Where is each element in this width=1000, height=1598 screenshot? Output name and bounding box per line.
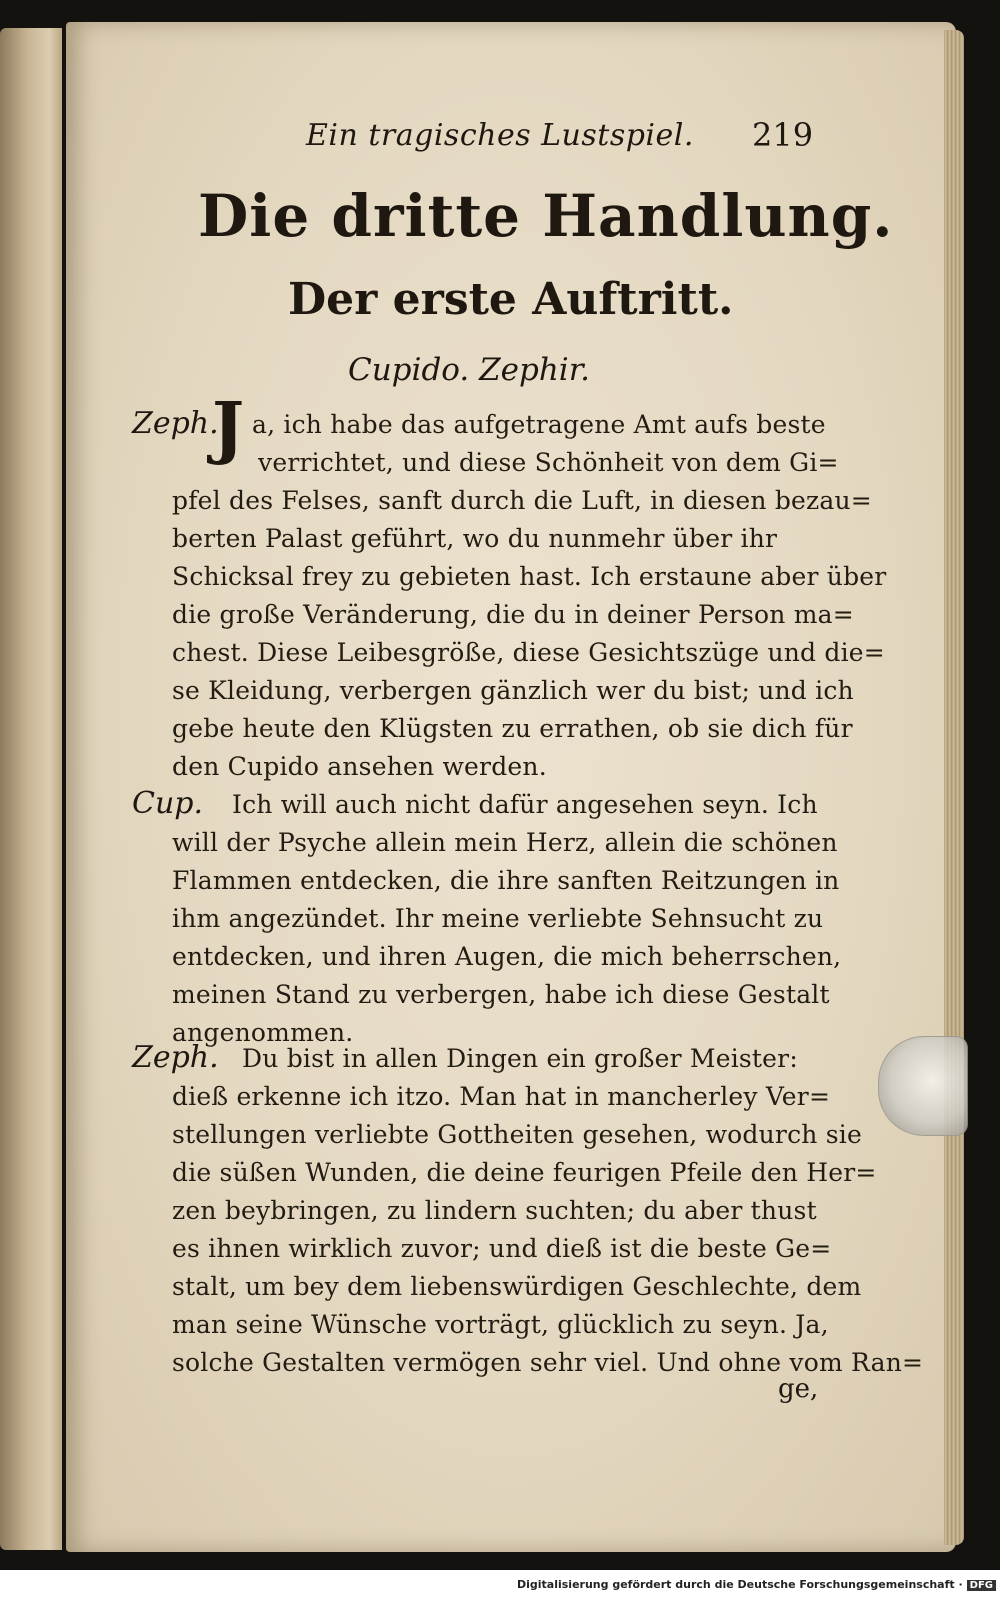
text-line: Du bist in allen Dingen ein großer Meister: — [242, 1044, 798, 1073]
left-page-edge — [0, 28, 62, 1550]
text-line: Ich will auch nicht dafür angesehen seyn. Ich — [232, 790, 818, 819]
dfg-logo: DFG — [967, 1580, 996, 1591]
speaker-label: Zeph. — [132, 1040, 219, 1075]
catchword: ge, — [778, 1374, 819, 1404]
text-line: Flammen entdecken, die ihre sanften Reitzungen in — [172, 866, 840, 895]
drop-cap: J — [212, 388, 245, 468]
text-line: verrichtet, und diese Schönheit von dem Gi= — [258, 448, 839, 477]
text-line: die große Veränderung, die du in deiner Person ma= — [172, 600, 854, 629]
text-line: entdecken, und ihren Augen, die mich beherrschen, — [172, 942, 842, 971]
page-stack-edge — [944, 30, 964, 1545]
text-line: meinen Stand zu verbergen, habe ich diese Gestalt — [172, 980, 830, 1009]
page-clip — [878, 1036, 968, 1136]
text-line: se Kleidung, verbergen gänzlich wer du bist; und ich — [172, 676, 854, 705]
book-page — [66, 22, 956, 1552]
text-line: stellungen verliebte Gottheiten gesehen, wodurch sie — [172, 1120, 862, 1149]
text-line: ihm angezündet. Ihr meine verliebte Sehnsucht zu — [172, 904, 824, 933]
act-title: Die dritte Handlung. — [198, 182, 894, 250]
text-line: chest. Diese Leibesgröße, diese Gesichtszüge und die= — [172, 638, 885, 667]
character-list: Cupido. Zephir. — [348, 352, 590, 388]
text-line: pfel des Felses, sanft durch die Luft, in diesen bezau= — [172, 486, 872, 515]
credit-text: Digitalisierung gefördert durch die Deutsche Forschungsgemeinschaft · — [516, 1578, 963, 1591]
text-line: stalt, um bey dem liebenswürdigen Geschlechte, dem — [172, 1272, 862, 1301]
text-line: es ihnen wirklich zuvor; und dieß ist die beste Ge= — [172, 1234, 832, 1263]
speaker-label: Zeph. — [132, 406, 219, 441]
scene-title: Der erste Auftritt. — [288, 274, 734, 325]
page-number: 219 — [752, 116, 814, 154]
text-line: will der Psyche allein mein Herz, allein die schönen — [172, 828, 838, 857]
text-line: den Cupido ansehen werden. — [172, 752, 547, 781]
text-line: Schicksal frey zu gebieten hast. Ich erstaune aber über — [172, 562, 887, 591]
text-line: berten Palast geführt, wo du nunmehr über ihr — [172, 524, 778, 553]
text-line: a, ich habe das aufgetragene Amt aufs beste — [252, 410, 826, 439]
text-line: dieß erkenne ich itzo. Man hat in mancherley Ver= — [172, 1082, 831, 1111]
running-head: Ein tragisches Lustspiel. — [306, 118, 694, 153]
text-line: man seine Wünsche vorträgt, glücklich zu seyn. Ja, — [172, 1310, 829, 1339]
text-line: zen beybringen, zu lindern suchten; du aber thust — [172, 1196, 817, 1225]
text-line: gebe heute den Klügsten zu errathen, ob sie dich für — [172, 714, 853, 743]
text-line: angenommen. — [172, 1018, 354, 1047]
speaker-label: Cup. — [132, 786, 204, 821]
digitization-credit — [517, 1578, 996, 1591]
text-line: solche Gestalten vermögen sehr viel. Und ohne vom Ran= — [172, 1348, 924, 1377]
text-line: die süßen Wunden, die deine feurigen Pfeile den Her= — [172, 1158, 877, 1187]
